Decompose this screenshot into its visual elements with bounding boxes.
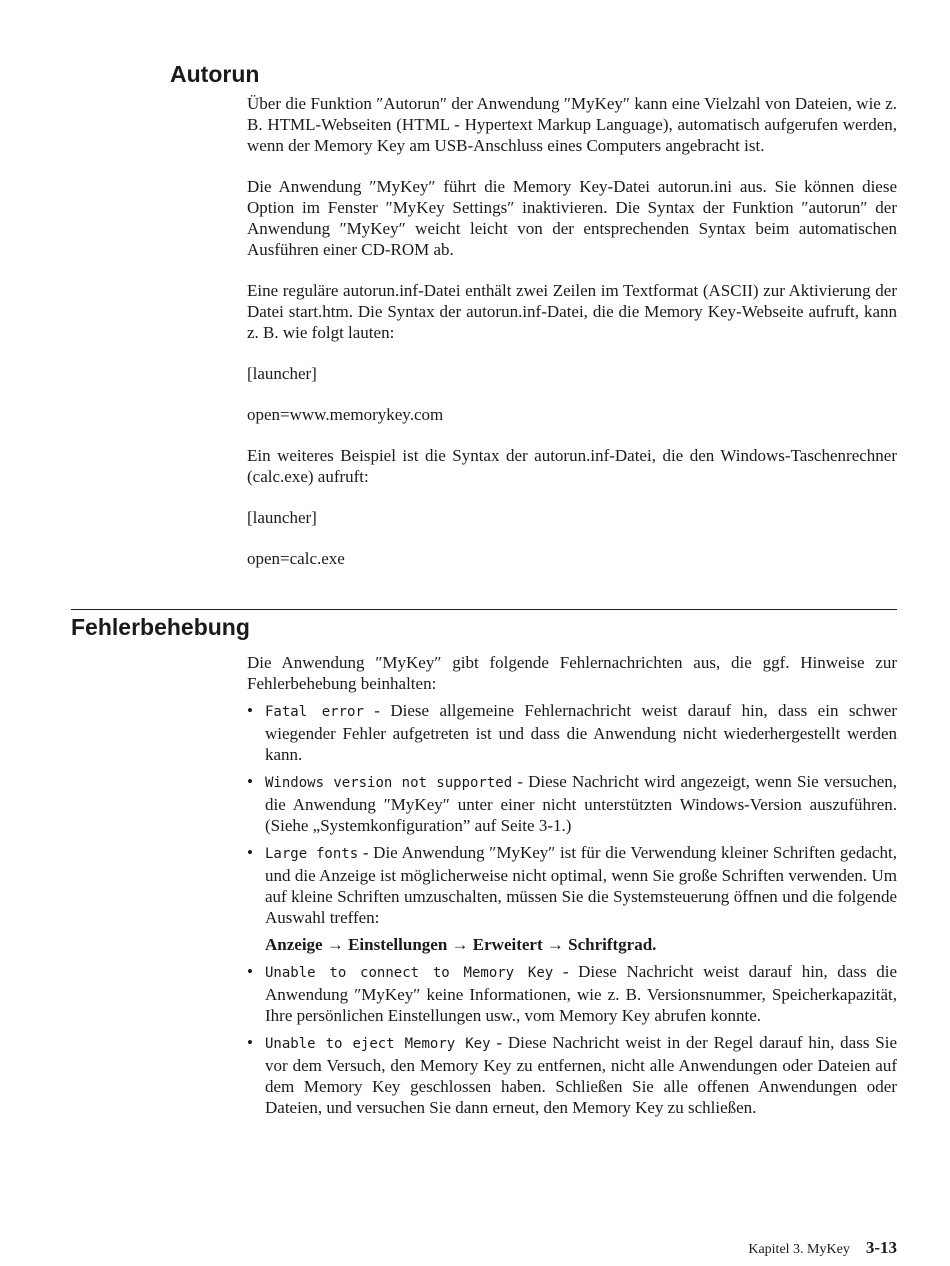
bullet-icon: • [247, 962, 253, 981]
list-item [247, 1032, 897, 1118]
error-message-list [247, 700, 897, 1118]
bullet-icon: • [247, 843, 253, 862]
code-line: open=calc.exe [247, 549, 345, 568]
intro-paragraph: Die Anwendung ″MyKey″ gibt folgende Fehlernachrichten aus, die ggf. Hinweise zur Fehlerbehebung beinhalten: [247, 653, 897, 693]
list-item [247, 700, 897, 765]
error-code: Unable to connect to Memory Key [265, 965, 554, 981]
error-code: Windows version not supported [265, 775, 513, 791]
bullet-icon: • [247, 772, 253, 791]
section-heading-troubleshooting: Fehlerbehebung [71, 614, 250, 640]
paragraph: Über die Funktion ″Autorun″ der Anwendung ″MyKey″ kann eine Vielzahl von Dateien, wie z. B. HTML-Webseiten (HTML - Hypertext Markup Language), automatisch aufgerufen werden, wenn der Memory Key am USB-Anschluss eines Computers angebracht ist. [247, 94, 897, 155]
list-item [247, 961, 897, 1026]
bullet-icon: • [247, 1033, 253, 1052]
chapter-label: Kapitel 3. MyKey [748, 1242, 850, 1257]
paragraph: Ein weiteres Beispiel ist die Syntax der autorun.inf-Datei, die den Windows-Taschenrechner (calc.exe) aufruft: [247, 446, 897, 486]
code-line: [launcher] [247, 364, 317, 383]
error-description: - Diese Nachricht weist darauf hin, dass die Anwendung ″MyKey″ keine Informationen, wie z. B. Versionsnummer, Speicherkapazität, Ihre persönlichen Einstellungen usw., vom Memory Key abrufen konnte. [265, 962, 897, 1025]
list-item [247, 771, 897, 836]
error-code: Unable to eject Memory Key [265, 1036, 491, 1052]
code-line: [launcher] [247, 508, 317, 527]
error-description: - Diese allgemeine Fehlernachricht weist darauf hin, dass ein schwer wiegender Fehler aufgetreten ist und dass die Anwendung nicht wiederhergestellt werden kann. [265, 701, 897, 764]
page-number: 3-13 [865, 1238, 897, 1257]
paragraph: Die Anwendung ″MyKey″ führt die Memory Key-Datei autorun.ini aus. Sie können diese Option im Fenster ″MyKey Settings″ inaktivieren. Die Syntax der Funktion ″autorun″ der Anwendung ″MyKey″ weicht leicht von der entsprechenden Syntax beim automatischen Ausführen einer CD-ROM ab. [247, 177, 897, 259]
troubleshooting-section-body [247, 652, 897, 1124]
menu-path: Anzeige → Einstellungen → Erweitert → Schriftgrad. [265, 935, 657, 954]
paragraph: Eine reguläre autorun.inf-Datei enthält zwei Zeilen im Textformat (ASCII) zur Aktivierung der Datei start.htm. Die Syntax der autorun.inf-Datei, die die Memory Key-Webseite aufruft, kann z. B. wie folgt lauten: [247, 281, 897, 342]
error-description: - Die Anwendung ″MyKey″ ist für die Verwendung kleiner Schriften gedacht, und die Anzeige ist möglicherweise nicht optimal, wenn Sie große Schriften verwenden. Um auf kleine Schriften umzuschalten, müssen Sie die Systemsteuerung öffnen und die folgende Auswahl treffen: [265, 843, 898, 927]
error-description: - Diese Nachricht weist in der Regel darauf hin, dass Sie vor dem Versuch, den Memory Key zu entfernen, nicht alle Anwendungen oder Dateien auf dem Memory Key geschlossen haben. Schließen Sie alle offenen Anwendungen oder Dateien, und versuchen Sie dann erneut, den Memory Key zu schließen. [265, 1033, 897, 1117]
error-code: Large fonts [265, 846, 359, 862]
error-description: - Diese Nachricht wird angezeigt, wenn Sie versuchen, die Anwendung ″MyKey″ unter einer nicht unterstützten Windows-Version auszuführen. (Siehe „Systemkonfiguration” auf Seite 3-1.) [265, 772, 897, 835]
code-line: open=www.memorykey.com [247, 405, 444, 424]
section-divider [71, 609, 897, 610]
page-footer [748, 1238, 897, 1258]
list-item [247, 842, 897, 955]
bullet-icon: • [247, 701, 253, 720]
autorun-section-body [247, 93, 897, 569]
section-heading-autorun: Autorun [170, 61, 260, 87]
error-code: Fatal error [265, 704, 364, 720]
